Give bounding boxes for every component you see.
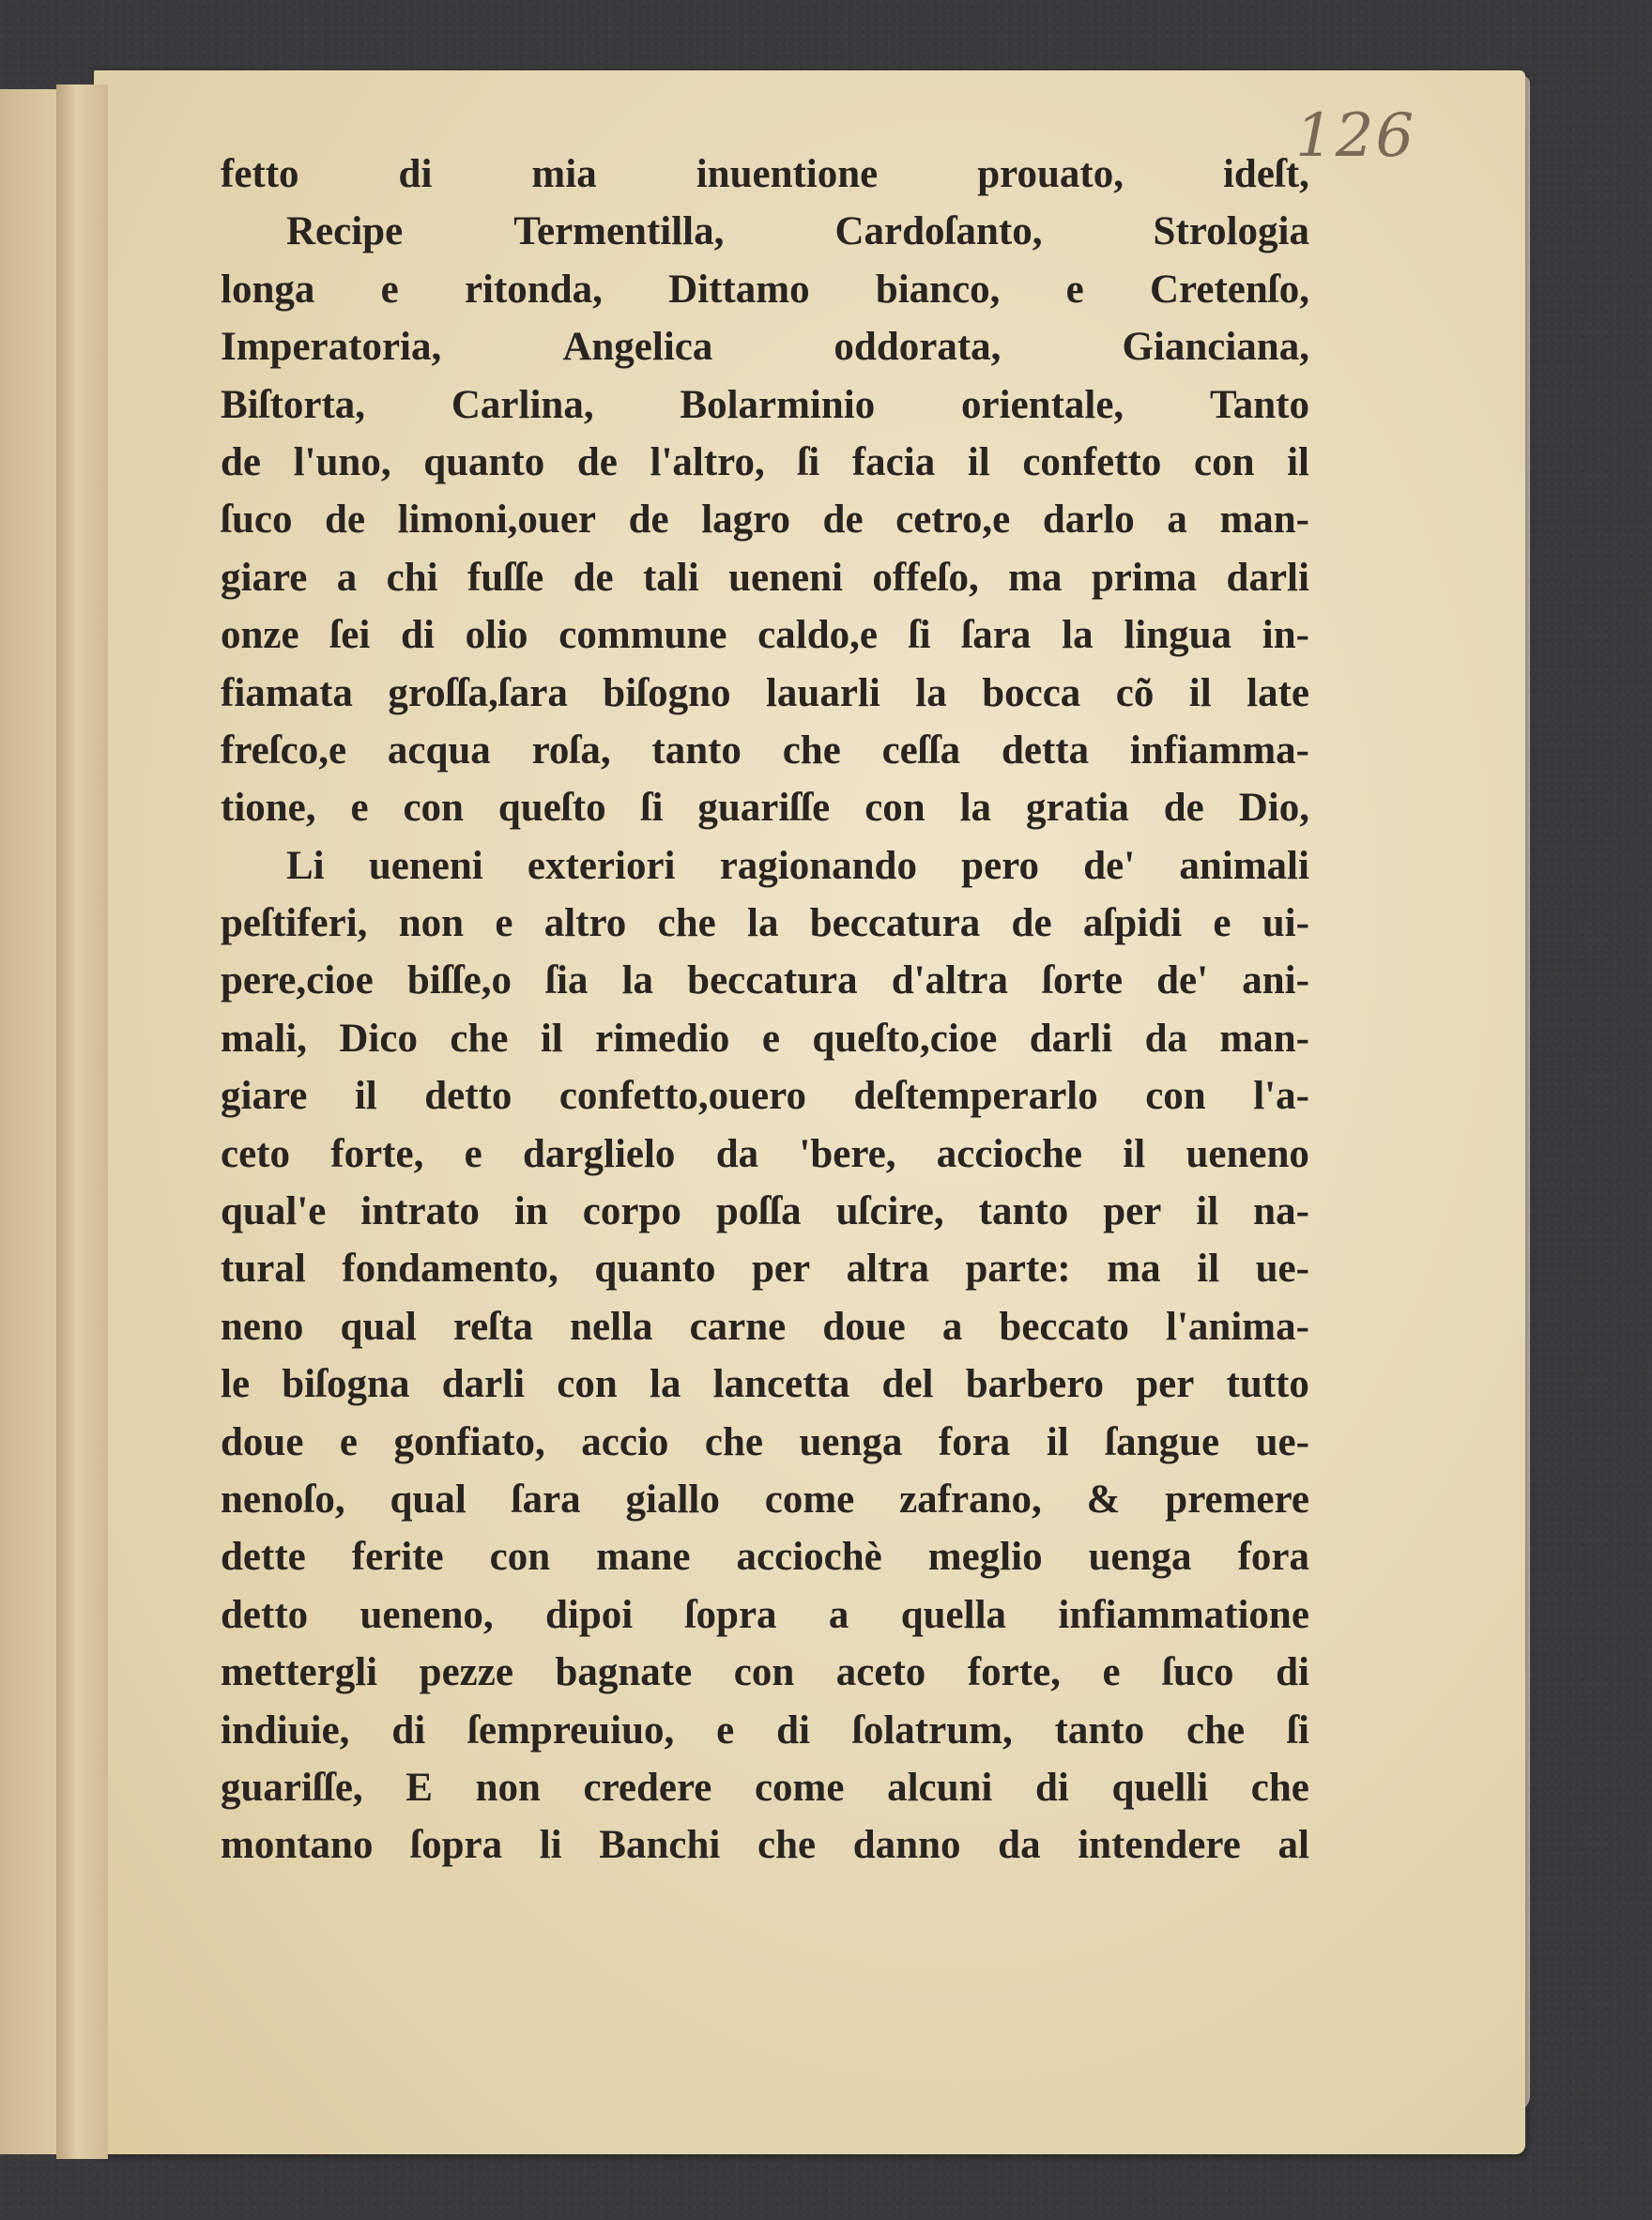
text-line: Recipe Termentilla, Cardoſanto, Strologia — [286, 209, 1309, 254]
text-line: longa e ritonda, Dittamo bianco, e Cretenſo, — [221, 267, 1309, 312]
text-line: giare il detto confetto,ouero deſtemperarlo con l'a- — [221, 1074, 1309, 1119]
text-line: ceto forte, e darglielo da 'bere, accioche il ueneno — [221, 1131, 1309, 1176]
text-line: onze ſei di olio commune caldo,e ſi ſara la lingua in- — [221, 613, 1309, 658]
text-line: mali, Dico che il rimedio e queſto,cioe darli da man- — [221, 1016, 1309, 1061]
text-line: doue e gonfiato, accio che uenga fora il ſangue ue- — [221, 1419, 1309, 1464]
text-line: dette ferite con mane acciochè meglio uenga fora — [221, 1535, 1309, 1580]
text-line: montano ſopra li Banchi che danno da intendere al — [221, 1823, 1309, 1868]
text-line: indiuie, di ſempreuiuo, e di ſolatrum, tanto che ſi — [221, 1707, 1309, 1753]
page-text — [221, 145, 1309, 1875]
text-line: de l'uno, quanto de l'altro, ſi facia il confetto con il — [221, 439, 1309, 484]
text-line: qual'e intrato in corpo poſſa uſcire, tanto per il na- — [221, 1189, 1309, 1234]
text-line: Imperatoria, Angelica oddorata, Gianciana, — [221, 325, 1309, 370]
text-line: tural fondamento, quanto per altra parte: ma il ue- — [221, 1247, 1309, 1292]
folio-number: 126 — [1295, 101, 1416, 171]
text-line: neno qual reſta nella carne doue a beccato l'anima- — [221, 1304, 1309, 1349]
text-line: nenoſo, qual ſara giallo come zafrano, & premere — [221, 1477, 1309, 1522]
text-line: ſuco de limoni,ouer de lagro de cetro,e darlo a man- — [221, 498, 1309, 543]
text-line: tione, e con queſto ſi guariſſe con la gratia de Dio, — [221, 786, 1309, 831]
text-line: fiamata groſſa,ſara biſogno lauarli la bocca cõ il late — [221, 670, 1309, 715]
text-line: mettergli pezze bagnate con aceto forte, e ſuco di — [221, 1650, 1309, 1695]
text-line: Biſtorta, Carlina, Bolarminio orientale, Tanto — [221, 382, 1309, 427]
text-line: giare a chi fuſſe de tali ueneni offeſo, ma prima darli — [221, 555, 1309, 600]
text-line: detto ueneno, dipoi ſopra a quella infiammatione — [221, 1592, 1309, 1637]
text-line: fetto di mia inuentione prouato, ideſt, — [221, 152, 1309, 196]
text-line: freſco,e acqua roſa, tanto che ceſſa detta infiamma- — [221, 727, 1309, 773]
book-gutter — [56, 84, 108, 2159]
text-line: peſtiferi, non e altro che la beccatura de aſpidi e ui- — [221, 901, 1309, 946]
text-line: le biſogna darli con la lancetta del barbero per tutto — [221, 1362, 1309, 1407]
text-line: pere,cioe biſſe,o ſia la beccatura d'altra ſorte de' ani- — [221, 958, 1309, 1003]
text-line: guariſſe, E non credere come alcuni di quelli che — [221, 1765, 1309, 1810]
text-line: Li ueneni exteriori ragionando pero de' animali — [286, 843, 1309, 888]
